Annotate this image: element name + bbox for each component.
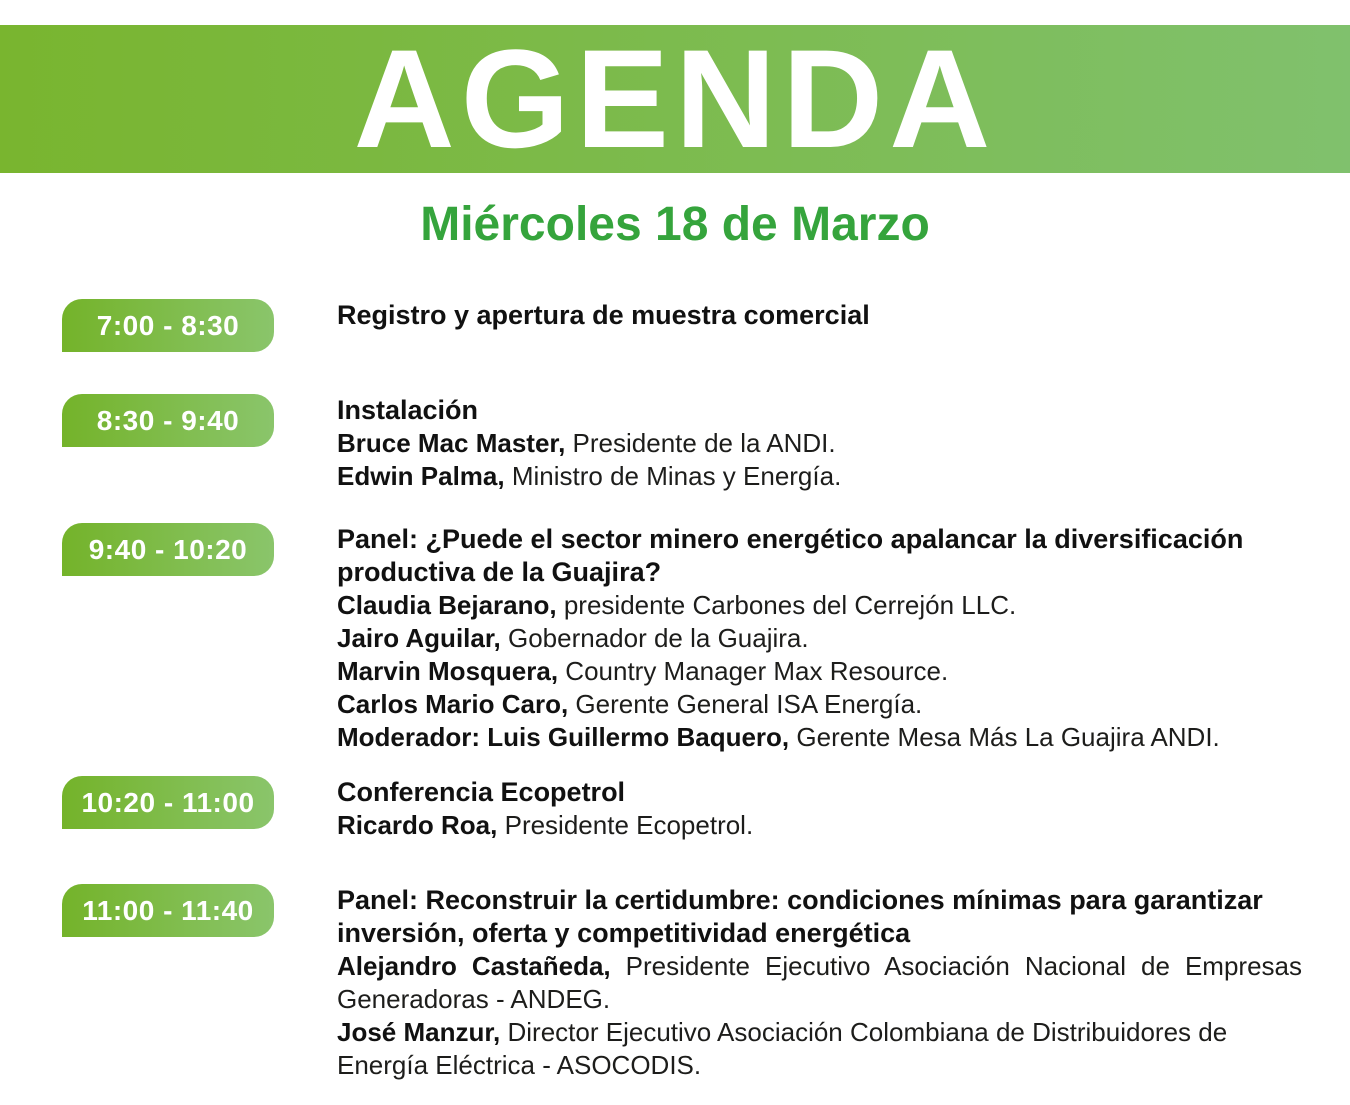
speaker-name: Jairo Aguilar,	[337, 623, 501, 653]
session-row	[0, 523, 1350, 754]
speaker-role: Country Manager Max Resource.	[558, 656, 949, 686]
speaker-line	[337, 589, 1302, 622]
speaker-role: Gobernador de la Guajira.	[500, 623, 809, 653]
time-badge: 11:00 - 11:40	[62, 884, 274, 937]
speaker-line	[337, 460, 1302, 493]
speaker-role: Ministro de Minas y Energía.	[504, 461, 842, 491]
session-details	[337, 776, 1302, 842]
speaker-role: Gerente Mesa Más La Guajira ANDI.	[789, 722, 1220, 752]
speaker-name: Carlos Mario Caro,	[337, 689, 569, 719]
speaker-name: Alejandro Castañeda,	[337, 951, 611, 981]
speaker-role: Presidente Ecopetrol.	[497, 810, 754, 840]
speaker-name: Moderador: Luis Guillermo Baquero,	[337, 722, 790, 752]
session-list	[0, 299, 1350, 1082]
speaker-line	[337, 655, 1302, 688]
session-title: Instalación	[337, 395, 479, 425]
session-row	[0, 776, 1350, 842]
date-heading: Miércoles 18 de Marzo	[420, 198, 930, 251]
session-details	[337, 394, 1302, 493]
speaker-name: Marvin Mosquera,	[337, 656, 559, 686]
session-row	[0, 884, 1350, 1082]
banner	[0, 20, 1350, 177]
session-title: Panel: ¿Puede el sector minero energético apalancar la diversificación productiva de la Guajira?	[337, 524, 1244, 587]
speaker-role: Gerente General ISA Energía.	[568, 689, 923, 719]
speaker-name: Ricardo Roa,	[337, 810, 498, 840]
session-row	[0, 394, 1350, 493]
speaker-role: Presidente de la ANDI.	[565, 428, 836, 458]
session-row	[0, 299, 1350, 352]
speaker-role: Director Ejecutivo Asociación Colombiana de Distribuidores de Energía Eléctrica - ASOCODIS.	[337, 1017, 1228, 1080]
speaker-name: Edwin Palma,	[337, 461, 505, 491]
session-title: Registro y apertura de muestra comercial	[337, 300, 870, 330]
time-badge: 7:00 - 8:30	[62, 299, 274, 352]
speaker-line	[337, 688, 1302, 721]
speaker-line	[337, 809, 1302, 842]
session-details	[337, 884, 1302, 1082]
speaker-line	[337, 622, 1302, 655]
time-badge: 8:30 - 9:40	[62, 394, 274, 447]
speaker-line	[337, 427, 1302, 460]
speaker-line	[337, 1016, 1302, 1082]
speaker-name: José Manzur,	[337, 1017, 501, 1047]
session-title: Panel: Reconstruir la certidumbre: condiciones mínimas para garantizar inversión, oferta y competitividad energética	[337, 885, 1263, 948]
speaker-line	[337, 721, 1302, 754]
speaker-name: Bruce Mac Master,	[337, 428, 566, 458]
time-badge: 9:40 - 10:20	[62, 523, 274, 576]
speaker-role: presidente Carbones del Cerrejón LLC.	[556, 590, 1017, 620]
speaker-line	[337, 950, 1302, 1016]
speaker-role: Presidente Ejecutivo Asociación Nacional de Empresas Generadoras - ANDEG.	[337, 951, 1302, 1014]
speaker-name: Claudia Bejarano,	[337, 590, 557, 620]
session-details	[337, 523, 1302, 754]
agenda-page	[0, 20, 1350, 1082]
session-title: Conferencia Ecopetrol	[337, 777, 626, 807]
page-title: AGENDA	[353, 20, 997, 177]
session-details	[337, 299, 1302, 332]
time-badge: 10:20 - 11:00	[62, 776, 274, 829]
